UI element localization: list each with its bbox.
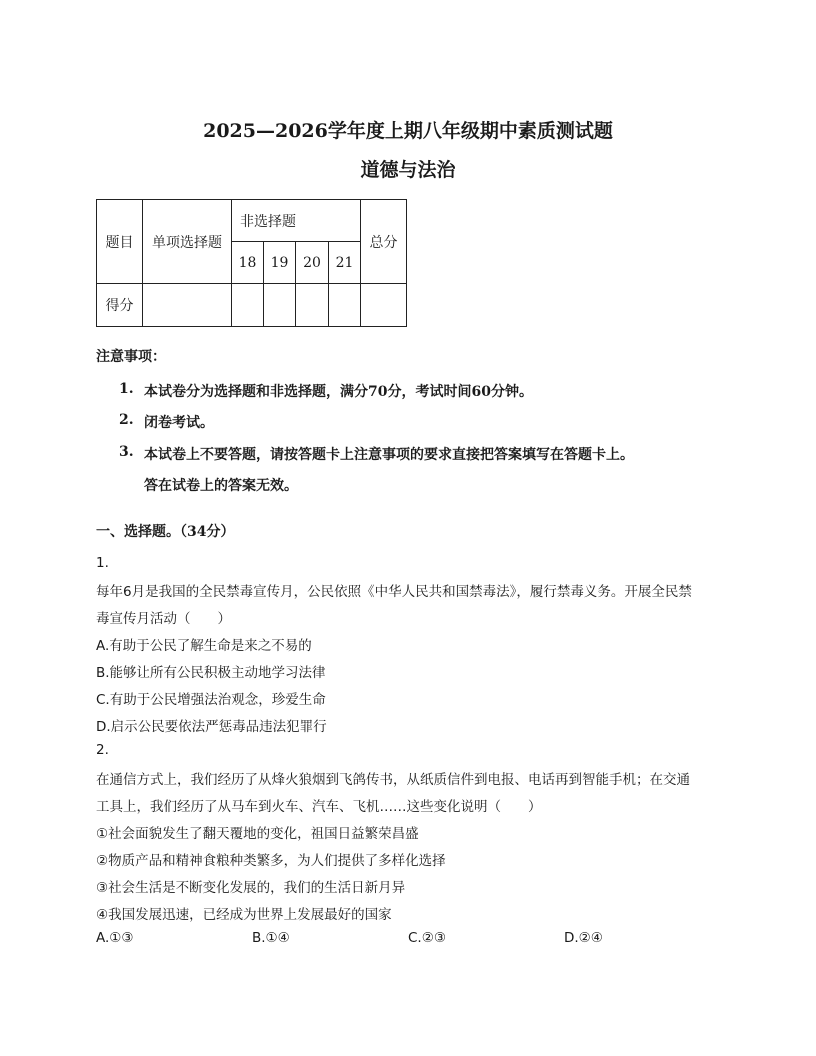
question-stem-line: 每年6月是我国的全民禁毒宣传月，公民依照《中华人民共和国禁毒法》，履行禁毒义务。开展全民禁 (96, 584, 692, 600)
score-cell (232, 284, 264, 327)
header-q21: 21 (329, 242, 361, 284)
header-q20: 20 (296, 242, 329, 284)
statement-3: ③社会生活是不断变化发展的，我们的生活日新月异 (96, 880, 406, 896)
option-c: C.有助于公民增强法治观念，珍爱生命 (96, 692, 326, 708)
option-d: D.启示公民要依法严惩毒品违法犯罪行 (96, 719, 327, 735)
score-cell (296, 284, 329, 327)
statement-4: ④我国发展迅速，已经成为世界上发展最好的国家 (96, 907, 392, 923)
notice-item-text: 闭卷考试。 (144, 415, 214, 431)
notice-item-text: 本试卷分为选择题和非选择题，满分70分，考试时间60分钟。 (144, 384, 533, 400)
score-cell (264, 284, 296, 327)
header-total: 总分 (361, 200, 407, 284)
notice-item-text-continued: 答在试卷上的答案无效。 (144, 478, 298, 494)
option-b: B.①④ (252, 930, 290, 946)
notice-item-num: 2. (119, 412, 134, 428)
question-stem-line: 在通信方式上，我们经历了从烽火狼烟到飞鸽传书，从纸质信件到电报、电话再到智能手机；在交通 (96, 772, 690, 788)
option-b: B.能够让所有公民积极主动地学习法律 (96, 665, 326, 681)
option-d: D.②④ (564, 930, 603, 946)
option-c: C.②③ (408, 930, 446, 946)
option-a: A.有助于公民了解生命是来之不易的 (96, 638, 312, 654)
statement-1: ①社会面貌发生了翻天覆地的变化，祖国日益繁荣昌盛 (96, 826, 419, 842)
notice-item-num: 3. (119, 444, 134, 460)
notice-item-text: 本试卷上不要答题，请按答题卡上注意事项的要求直接把答案填写在答题卡上。 (144, 447, 634, 463)
score-cell (143, 284, 232, 327)
question-stem-line: 毒宣传月活动（ ） (96, 611, 231, 627)
exam-subject: 道德与法治 (360, 159, 456, 181)
header-q19: 19 (264, 242, 296, 284)
notice-item-num: 1. (119, 381, 134, 397)
row-label-score: 得分 (97, 284, 143, 327)
option-a: A.①③ (96, 930, 134, 946)
header-non-choice: 非选择题 (232, 200, 361, 242)
question-number: 1. (96, 555, 109, 571)
header-q18: 18 (232, 242, 264, 284)
question-number: 2. (96, 742, 109, 758)
section-heading: 一、选择题。（34分） (96, 524, 235, 540)
header-topic: 题目 (97, 200, 143, 284)
exam-title: 2025—2026学年度上期八年级期中素质测试题 (203, 120, 613, 142)
question-stem-line: 工具上，我们经历了从马车到火车、汽车、飞机……这些变化说明（ ） (96, 799, 542, 815)
header-single-choice: 单项选择题 (143, 200, 232, 284)
statement-2: ②物质产品和精神食粮种类繁多，为人们提供了多样化选择 (96, 853, 446, 869)
score-table (96, 199, 407, 327)
score-cell (361, 284, 407, 327)
score-cell (329, 284, 361, 327)
notice-heading: 注意事项： (96, 349, 166, 365)
